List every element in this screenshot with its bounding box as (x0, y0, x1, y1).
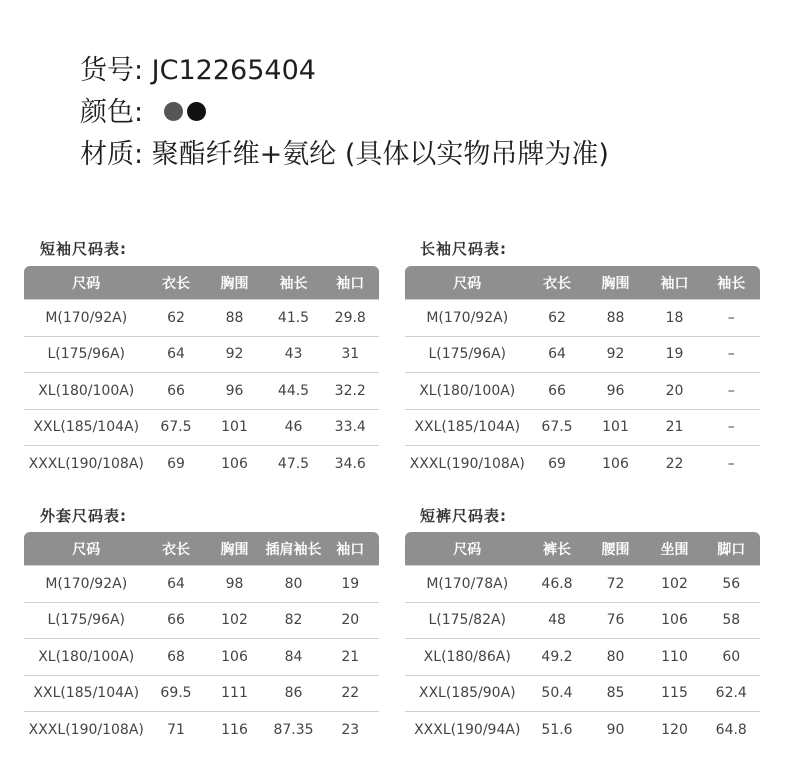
table-row (24, 409, 380, 446)
measurement-cell: 62 (530, 300, 585, 337)
measurement-cell: 86 (266, 675, 322, 712)
column-header: 腰围 (585, 532, 647, 566)
measurement-cell: 66 (149, 373, 204, 410)
column-header: 坐围 (647, 532, 703, 566)
table-row (24, 712, 380, 749)
size-cell: M(170/92A) (24, 566, 149, 603)
measurement-cell: 120 (647, 712, 703, 749)
measurement-cell: 47.5 (266, 446, 322, 483)
product-info (80, 50, 609, 176)
table-row (405, 446, 761, 483)
table-row (405, 373, 761, 410)
size-cell: M(170/92A) (405, 300, 530, 337)
measurement-cell: 66 (530, 373, 585, 410)
table-row (24, 336, 380, 373)
table-row (405, 675, 761, 712)
measurement-cell: 102 (647, 566, 703, 603)
measurement-cell: 82 (266, 602, 322, 639)
column-header: 袖口 (322, 532, 380, 566)
measurement-cell: 69.5 (149, 675, 204, 712)
measurement-cell: – (703, 373, 761, 410)
measurement-cell: 64.8 (703, 712, 761, 749)
size-cell: M(170/78A) (405, 566, 530, 603)
table-header-row (405, 532, 761, 566)
column-header: 袖口 (322, 266, 380, 300)
measurement-cell: 20 (322, 602, 380, 639)
column-header: 袖长 (266, 266, 322, 300)
measurement-cell: 88 (204, 300, 266, 337)
long-sleeve-size-table (404, 265, 761, 483)
color-swatches (164, 102, 206, 121)
column-header: 裤长 (530, 532, 585, 566)
measurement-cell: 46.8 (530, 566, 585, 603)
column-header: 衣长 (530, 266, 585, 300)
measurement-cell: 101 (585, 409, 647, 446)
size-cell: XL(180/100A) (405, 373, 530, 410)
measurement-cell: 85 (585, 675, 647, 712)
size-cell: XXL(185/104A) (24, 409, 149, 446)
item-number: 货号: JC12265404 (80, 55, 316, 86)
measurement-cell: 106 (204, 446, 266, 483)
measurement-cell: 72 (585, 566, 647, 603)
measurement-cell: 23 (322, 712, 380, 749)
short-sleeve-title: 短袖尺码表: (40, 240, 127, 258)
measurement-cell: 32.2 (322, 373, 380, 410)
column-header: 脚口 (703, 532, 761, 566)
size-cell: XXL(185/104A) (24, 675, 149, 712)
size-cell: L(175/96A) (405, 336, 530, 373)
measurement-cell: 64 (530, 336, 585, 373)
measurement-cell: – (703, 446, 761, 483)
measurement-cell: 41.5 (266, 300, 322, 337)
measurement-cell: 92 (204, 336, 266, 373)
measurement-cell: 111 (204, 675, 266, 712)
shorts-title: 短裤尺码表: (420, 507, 507, 525)
measurement-cell: 50.4 (530, 675, 585, 712)
size-cell: L(175/82A) (405, 602, 530, 639)
size-cell: XL(180/100A) (24, 639, 149, 676)
measurement-cell: 67.5 (530, 409, 585, 446)
table-row (405, 566, 761, 603)
measurement-cell: 29.8 (322, 300, 380, 337)
measurement-cell: 69 (530, 446, 585, 483)
table-header-row (405, 266, 761, 300)
measurement-cell: 62.4 (703, 675, 761, 712)
measurement-cell: – (703, 300, 761, 337)
measurement-cell: 66 (149, 602, 204, 639)
table-header-row (24, 532, 380, 566)
measurement-cell: 67.5 (149, 409, 204, 446)
table-row (24, 566, 380, 603)
measurement-cell: 92 (585, 336, 647, 373)
size-cell: L(175/96A) (24, 336, 149, 373)
column-header: 尺码 (405, 266, 530, 300)
measurement-cell: 62 (149, 300, 204, 337)
long-sleeve-title: 长袖尺码表: (420, 240, 507, 258)
column-header: 衣长 (149, 532, 204, 566)
measurement-cell: 64 (149, 566, 204, 603)
color-swatch-dark-gray (164, 102, 183, 121)
measurement-cell: 46 (266, 409, 322, 446)
column-header: 胸围 (204, 266, 266, 300)
measurement-cell: 18 (647, 300, 703, 337)
measurement-cell: 34.6 (322, 446, 380, 483)
measurement-cell: 71 (149, 712, 204, 749)
measurement-cell: 96 (585, 373, 647, 410)
color-row (80, 92, 609, 134)
measurement-cell: 49.2 (530, 639, 585, 676)
size-cell: XXXL(190/94A) (405, 712, 530, 749)
table-row (24, 373, 380, 410)
measurement-cell: 106 (204, 639, 266, 676)
measurement-cell: 21 (322, 639, 380, 676)
measurement-cell: 21 (647, 409, 703, 446)
measurement-cell: 96 (204, 373, 266, 410)
measurement-cell: 87.35 (266, 712, 322, 749)
measurement-cell: 43 (266, 336, 322, 373)
table-row (24, 675, 380, 712)
table-row (24, 639, 380, 676)
size-cell: XXL(185/90A) (405, 675, 530, 712)
measurement-cell: 31 (322, 336, 380, 373)
table-row (405, 300, 761, 337)
measurement-cell: 80 (585, 639, 647, 676)
material-info: 材质: 聚酯纤维+氨纶 (具体以实物吊牌为准) (80, 139, 609, 170)
measurement-cell: 90 (585, 712, 647, 749)
measurement-cell: 20 (647, 373, 703, 410)
jacket-size-table (23, 531, 380, 749)
jacket-title: 外套尺码表: (40, 507, 127, 525)
column-header: 胸围 (585, 266, 647, 300)
table-row (24, 446, 380, 483)
measurement-cell: 56 (703, 566, 761, 603)
measurement-cell: 68 (149, 639, 204, 676)
measurement-cell: 101 (204, 409, 266, 446)
color-swatch-black (187, 102, 206, 121)
measurement-cell: 33.4 (322, 409, 380, 446)
color-label: 颜色: (80, 97, 144, 128)
table-row (405, 712, 761, 749)
measurement-cell: 64 (149, 336, 204, 373)
table-row (24, 602, 380, 639)
measurement-cell: 60 (703, 639, 761, 676)
column-header: 衣长 (149, 266, 204, 300)
measurement-cell: 69 (149, 446, 204, 483)
size-cell: XXL(185/104A) (405, 409, 530, 446)
measurement-cell: 48 (530, 602, 585, 639)
measurement-cell: 84 (266, 639, 322, 676)
short-sleeve-size-table (23, 265, 380, 483)
measurement-cell: 76 (585, 602, 647, 639)
column-header: 袖口 (647, 266, 703, 300)
measurement-cell: 22 (647, 446, 703, 483)
column-header: 袖长 (703, 266, 761, 300)
measurement-cell: 106 (585, 446, 647, 483)
measurement-cell: 51.6 (530, 712, 585, 749)
table-row (405, 336, 761, 373)
column-header: 尺码 (24, 532, 149, 566)
size-cell: XL(180/100A) (24, 373, 149, 410)
size-cell: XXXL(190/108A) (24, 446, 149, 483)
measurement-cell: – (703, 336, 761, 373)
column-header: 插肩袖长 (266, 532, 322, 566)
size-cell: L(175/96A) (24, 602, 149, 639)
column-header: 胸围 (204, 532, 266, 566)
size-cell: XXXL(190/108A) (405, 446, 530, 483)
measurement-cell: 80 (266, 566, 322, 603)
measurement-cell: 98 (204, 566, 266, 603)
size-cell: M(170/92A) (24, 300, 149, 337)
measurement-cell: 19 (647, 336, 703, 373)
table-row (405, 639, 761, 676)
table-row (24, 300, 380, 337)
measurement-cell: 110 (647, 639, 703, 676)
measurement-cell: 88 (585, 300, 647, 337)
table-header-row (24, 266, 380, 300)
measurement-cell: – (703, 409, 761, 446)
measurement-cell: 115 (647, 675, 703, 712)
measurement-cell: 102 (204, 602, 266, 639)
table-row (405, 409, 761, 446)
measurement-cell: 22 (322, 675, 380, 712)
shorts-size-table (404, 531, 761, 749)
measurement-cell: 19 (322, 566, 380, 603)
size-cell: XXXL(190/108A) (24, 712, 149, 749)
table-row (405, 602, 761, 639)
measurement-cell: 44.5 (266, 373, 322, 410)
measurement-cell: 116 (204, 712, 266, 749)
column-header: 尺码 (405, 532, 530, 566)
measurement-cell: 58 (703, 602, 761, 639)
column-header: 尺码 (24, 266, 149, 300)
size-cell: XL(180/86A) (405, 639, 530, 676)
measurement-cell: 106 (647, 602, 703, 639)
